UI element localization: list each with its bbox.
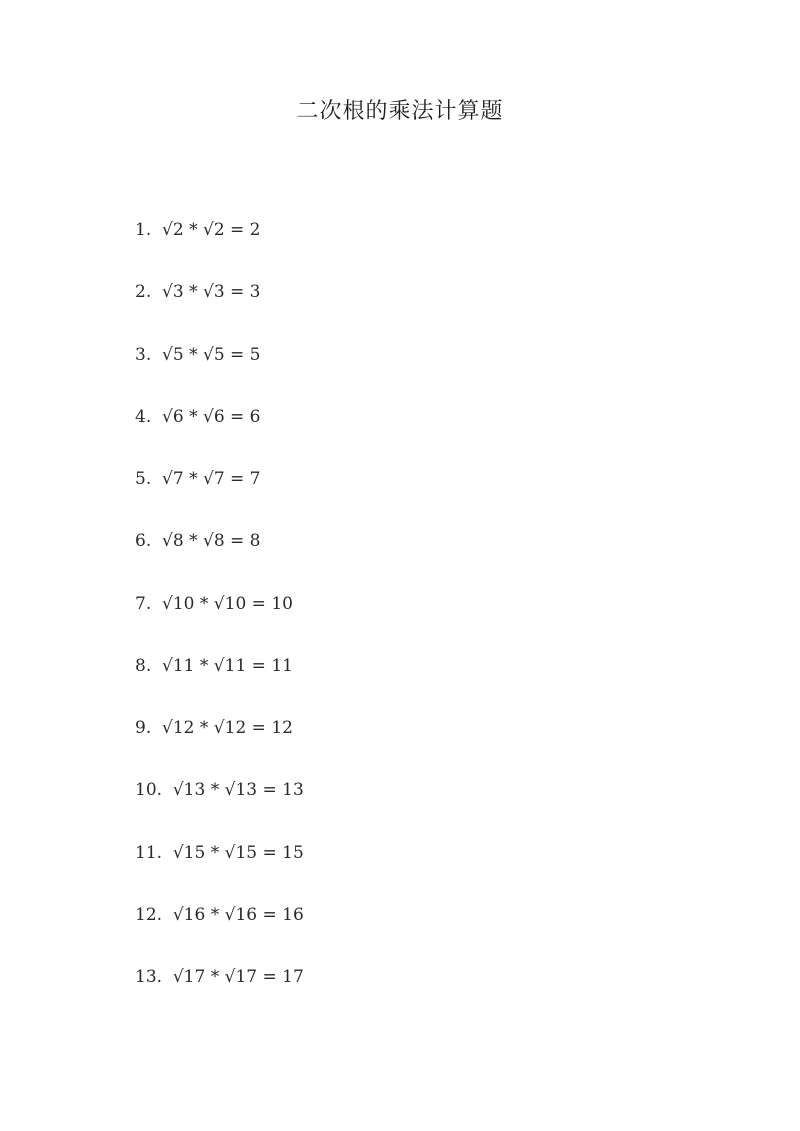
problem-item-9: 9. √12 * √12 = 12 [135, 718, 293, 738]
problem-item-2: 2. √3 * √3 = 3 [135, 282, 261, 303]
problem-item-6: 6. √8 * √8 = 8 [135, 531, 261, 552]
problem-item-5: 5. √7 * √7 = 7 [135, 469, 261, 489]
problem-item-8: 8. √11 * √11 = 11 [135, 655, 293, 676]
problem-item-12: 12. √16 * √16 = 16 [135, 904, 304, 925]
problem-item-11: 11. √15 * √15 = 15 [135, 842, 304, 863]
problem-item-3: 3. √5 * √5 = 5 [135, 344, 261, 365]
page-title: 二次根的乘法计算题 [296, 99, 504, 124]
problem-item-4: 4. √6 * √6 = 6 [135, 406, 261, 427]
problem-list [135, 216, 304, 1025]
problem-item-7: 7. √10 * √10 = 10 [135, 593, 293, 614]
problem-item-1: 1. √2 * √2 = 2 [135, 220, 261, 240]
problem-item-10: 10. √13 * √13 = 13 [135, 780, 304, 801]
problem-item-13: 13. √17 * √17 = 17 [135, 967, 304, 987]
